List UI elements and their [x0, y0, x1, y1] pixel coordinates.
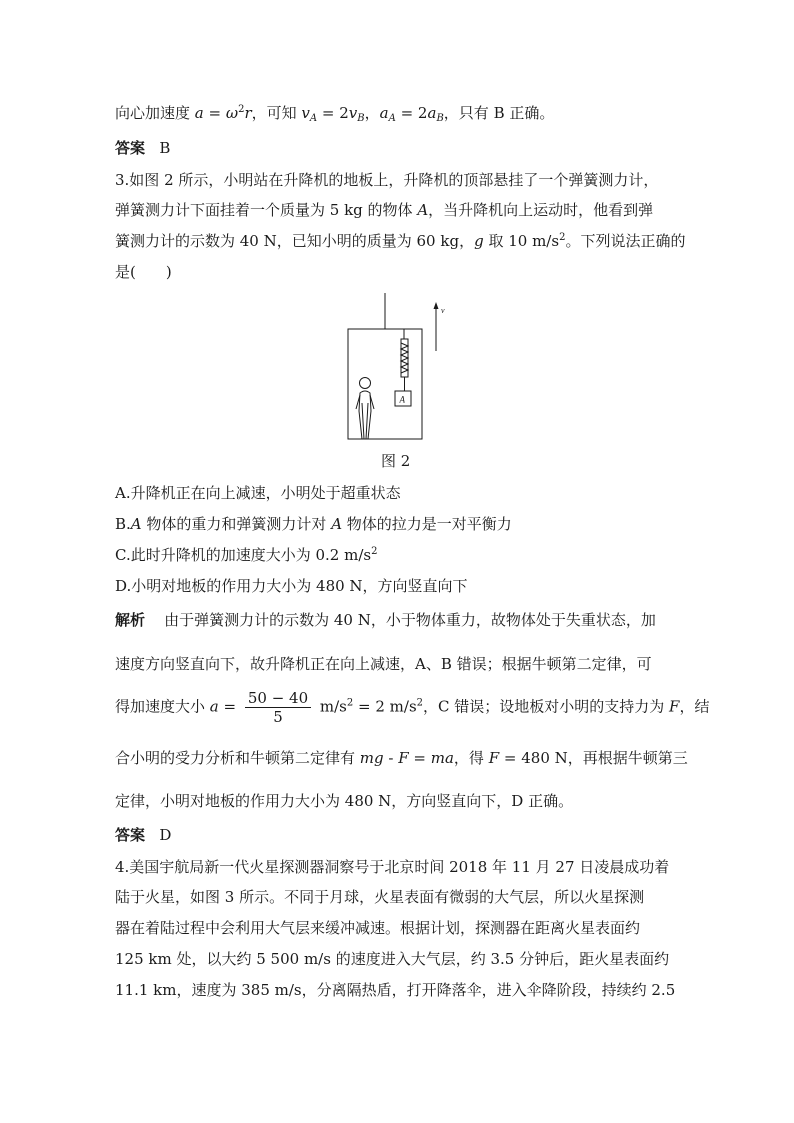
fraction-denominator: 5 [273, 708, 283, 726]
var-a: a [194, 104, 204, 122]
text: = 2 m/s [353, 697, 417, 716]
answer-value: D [159, 826, 172, 844]
var-a: a [427, 104, 437, 122]
answer-label: 答案 [115, 139, 146, 157]
text: - [383, 749, 399, 767]
q4-line-1 [115, 857, 669, 877]
text: 速度方向竖直向下，故升降机正在向上减速，A、B 错误；根据牛顿第二定律，可 [115, 655, 652, 673]
text: ，只有 B 正确。 [443, 104, 555, 122]
q4-line-4 [115, 949, 669, 969]
q3-line-2 [115, 200, 653, 220]
answer-line-2 [115, 825, 171, 845]
answer-line-1 [115, 138, 170, 158]
exponent: 2 [559, 232, 566, 243]
text: = [218, 697, 241, 716]
text: A.升降机正在向上减速，小明处于超重状态 [115, 484, 401, 502]
arrowhead-icon [434, 302, 439, 309]
var-omega: ω [225, 104, 239, 122]
analysis-line-1 [115, 610, 656, 630]
exponent: 2 [416, 697, 424, 709]
analysis-label: 解析 [115, 611, 146, 629]
text: 向心加速度 [115, 104, 195, 122]
text: m/s [315, 697, 347, 716]
subscript: B [357, 113, 365, 124]
text: ，可知 [251, 104, 302, 122]
text: 3.如图 2 所示，小明站在升降机的地板上，升降机的顶部悬挂了一个弹簧测力计， [115, 171, 659, 189]
var-A: A [130, 515, 142, 533]
text: 得加速度大小 [115, 697, 210, 716]
analysis-line-4 [115, 748, 688, 768]
fraction [245, 689, 311, 726]
fraction-numerator: 50 − 40 [245, 689, 311, 708]
var-g: g [474, 232, 484, 250]
text: = [203, 104, 226, 122]
analysis-line-3 [115, 689, 709, 726]
text: 11.1 km，速度为 385 m/s，分离隔热盾，打开降落伞，进入伞降阶段，持续约 2.5 [115, 981, 676, 999]
text: 125 km 处，以大约 5 500 m/s 的速度进入大气层，约 3.5 分钟后，距火星表面约 [115, 950, 670, 968]
q4-line-5 [115, 980, 675, 1000]
intro-line [115, 103, 554, 123]
var-A: A [417, 201, 429, 219]
text: 弹簧测力计下面挂着一个质量为 5 kg 的物体 [115, 201, 418, 219]
text: 物体的重力和弹簧测力计对 [141, 515, 332, 533]
spring-coil [401, 343, 408, 373]
text: = 480 N，再根据牛顿第三 [499, 749, 688, 767]
var-ma: ma [430, 749, 454, 767]
person-body [359, 391, 371, 439]
text: 。下列说法正确的 [565, 232, 686, 250]
text: 陆于火星，如图 3 所示。不同于月球，火星表面有微弱的大气层，所以火星探测 [115, 888, 645, 906]
q3-line-3 [115, 231, 685, 251]
text: 定律，小明对地板的作用力大小为 480 N，方向竖直向下，D 正确。 [115, 792, 574, 810]
analysis-line-2 [115, 654, 652, 674]
var-a: a [379, 104, 389, 122]
text: D.小明对地板的作用力大小为 480 N，方向竖直向下 [115, 577, 468, 595]
text: = 2 [395, 104, 428, 122]
text: 是( ) [115, 263, 172, 281]
text: ，当升降机向上运动时，他看到弹 [428, 201, 654, 219]
q4-line-2 [115, 887, 644, 907]
text: C.此时升降机的加速度大小为 0.2 m/s [115, 546, 372, 564]
subscript: A [309, 113, 318, 124]
option-a [115, 483, 401, 503]
q3-line-4 [115, 262, 172, 282]
analysis-line-5 [115, 791, 573, 811]
figure-caption: 图 2 [381, 452, 411, 470]
option-c [115, 545, 377, 565]
q3-line-1 [115, 170, 658, 190]
text: 簧测力计的示数为 40 N，已知小明的质量为 60 kg， [115, 232, 475, 250]
person-head [360, 378, 371, 389]
text: 合小明的受力分析和牛顿第二定律有 [115, 749, 360, 767]
text: ，得 [453, 749, 489, 767]
var-F: F [398, 749, 409, 767]
velocity-label: v [441, 306, 445, 315]
subscript: B [436, 113, 444, 124]
elevator-figure [340, 293, 460, 441]
text: ，结 [679, 697, 710, 716]
text: ， [364, 104, 380, 122]
exponent: 2 [371, 546, 378, 557]
option-b [115, 514, 512, 534]
exponent: 2 [346, 697, 354, 709]
var-v: v [301, 104, 310, 122]
var-v: v [348, 104, 358, 122]
text: = 2 [317, 104, 349, 122]
person-arms [356, 395, 374, 409]
exponent: 2 [238, 104, 245, 115]
text: = [408, 749, 431, 767]
text: 物体的拉力是一对平衡力 [342, 515, 512, 533]
text: 取 10 m/s [483, 232, 560, 250]
person-legs [362, 403, 368, 439]
q4-line-3 [115, 918, 640, 938]
text: 由于弹簧测力计的示数为 40 N，小于物体重力，故物体处于失重状态，加 [164, 611, 656, 629]
option-d [115, 576, 468, 596]
answer-label: 答案 [115, 826, 146, 844]
text: B. [115, 515, 131, 533]
subscript: A [388, 113, 396, 124]
var-F: F [669, 697, 680, 716]
block-label: A [399, 394, 405, 405]
var-A: A [331, 515, 343, 533]
var-a: a [209, 697, 219, 716]
text: ，C 错误；设地板对小明的支持力为 [423, 697, 670, 716]
text: 器在着陆过程中会利用大气层来缓冲减速。根据计划，探测器在距离火星表面约 [115, 919, 641, 937]
var-mg: mg [359, 749, 384, 767]
var-r: r [244, 104, 252, 122]
text: 4.美国宇航局新一代火星探测器洞察号于北京时间 2018 年 11 月 27 日凌晨成功着 [115, 858, 670, 876]
answer-value: B [159, 139, 171, 157]
var-F: F [488, 749, 500, 767]
